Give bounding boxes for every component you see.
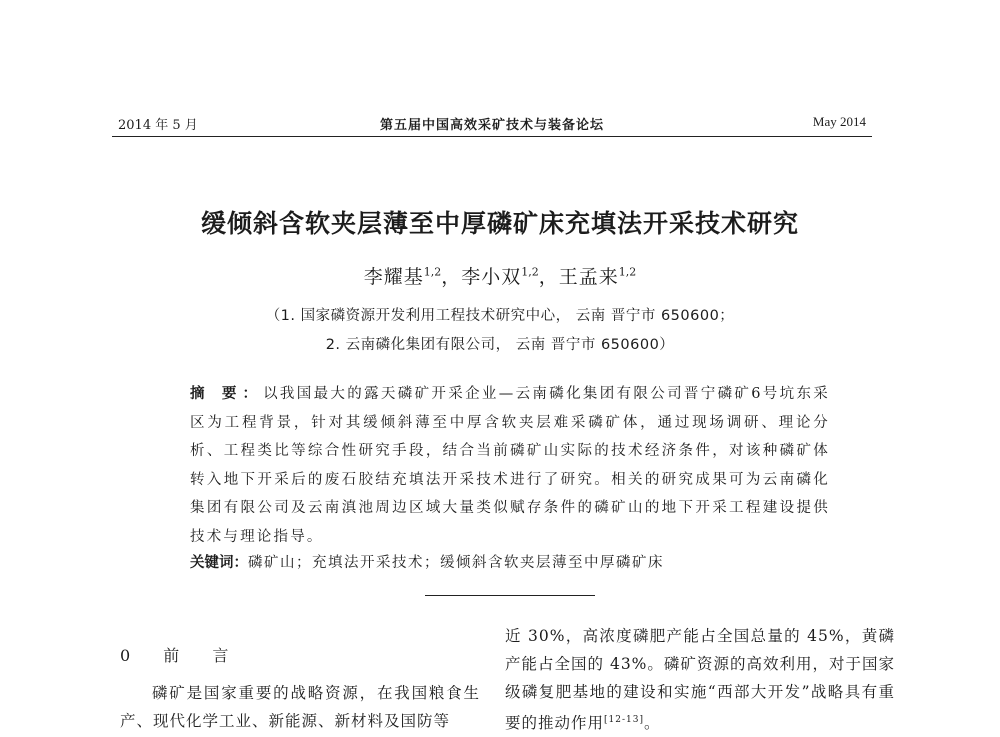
- author-affiliation-mark: 1,2: [618, 265, 637, 279]
- affiliation-line: 2. 云南磷化集团有限公司， 云南 晋宁市 650600）: [325, 337, 675, 353]
- author-separator: ，: [538, 266, 559, 288]
- abstract: [190, 380, 830, 551]
- author-name: 王孟来: [558, 266, 619, 288]
- divider: [425, 595, 595, 596]
- affiliation-line: （1. 国家磷资源开发利用工程技术研究中心， 云南 晋宁市 650600；: [265, 308, 735, 324]
- header-date: 2014 年 5 月: [118, 118, 198, 133]
- citation: [12-13]: [604, 715, 644, 725]
- keywords-text: 磷矿山；充填法开采技术；缓倾斜含软夹层薄至中厚磷矿床: [248, 555, 664, 571]
- paper-title: 缓倾斜含软夹层薄至中厚磷矿床充填法开采技术研究: [200, 209, 799, 238]
- author-affiliation-mark: 1,2: [521, 265, 539, 279]
- running-header: [112, 112, 872, 137]
- abstract-text: 以我国最大的露天磷矿开采企业—云南磷化集团有限公司晋宁磷矿6号坑东采区为工程背景，针对其缓倾斜薄至中厚含软夹层难采磷矿体，通过现场调研、理论分析、工程类比等综合性研究手段，结合当前磷矿山实际的技术经济条件，对该种磷矿体转入地下开采后的废石胶结充填法开采技术进行了研究。相关的研究成果可为云南磷化集团有限公司及云南滇池周边区域大量类似赋存条件的磷矿山的地下开采工程建设提供技术与理论指导。: [190, 386, 830, 545]
- author-name: 李小双: [461, 266, 522, 288]
- body-text-end: 。: [643, 714, 661, 733]
- header-forum: 第五届中国高效采矿技术与装备论坛: [379, 118, 604, 133]
- body-text-right: [505, 622, 895, 737]
- keywords: [190, 551, 830, 572]
- section-heading: 0 前 言: [120, 646, 243, 665]
- author-affiliation-mark: 1,2: [423, 265, 442, 279]
- author-list: [0, 262, 1000, 289]
- author-name: 李耀基: [363, 266, 424, 288]
- author-separator: ，: [441, 266, 462, 288]
- body-text-left: 磷矿是国家重要的战略资源，在我国粮食生产、现代化学工业、新能源、新材料及国防等: [120, 684, 480, 730]
- abstract-label: 摘 要：: [190, 386, 264, 402]
- keywords-label: 关键词：: [190, 555, 248, 571]
- header-date-en: May 2014: [812, 114, 866, 129]
- body-text: 近 30%，高浓度磷肥产能占全国总量的 45%，黄磷产能占全国的 43%。磷矿资源的高效利用，对于国家级磷复肥基地的建设和实施“西部大开发”战略具有重要的推动作用: [505, 627, 895, 733]
